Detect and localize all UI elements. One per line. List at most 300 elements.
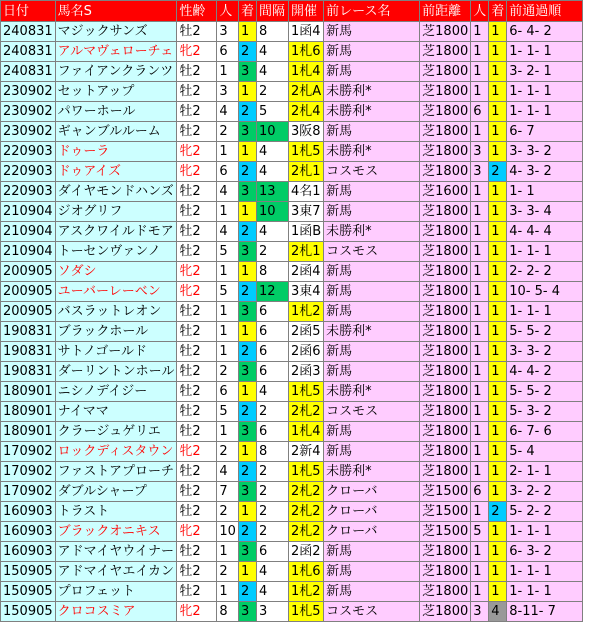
prev-passing-cell: 3- 3- 2: [507, 342, 583, 362]
prev-distance-cell: 芝1800: [420, 262, 471, 282]
date-cell: 230902: [1, 82, 56, 102]
date-cell: 220903: [1, 182, 56, 202]
finish-cell: 1: [238, 22, 256, 42]
sex-age-cell: 牡2: [177, 182, 217, 202]
meeting-cell: 3阪8: [288, 122, 323, 142]
prev-finish-cell: 1: [489, 522, 507, 542]
finish-cell: 3: [238, 182, 256, 202]
prev-race-cell: 新馬: [324, 562, 420, 582]
header-row: [1, 1, 583, 22]
meeting-cell: 2函6: [288, 342, 323, 362]
sex-age-cell: 牡2: [177, 322, 217, 342]
horse-name-cell: クラージュゲリエ: [55, 422, 177, 442]
interval-cell: 6: [256, 342, 288, 362]
date-cell: 170902: [1, 462, 56, 482]
popularity-cell: 2: [217, 502, 239, 522]
prev-popularity-cell: 1: [471, 22, 489, 42]
sex-age-cell: 牡2: [177, 202, 217, 222]
finish-cell: 1: [238, 82, 256, 102]
popularity-cell: 4: [217, 182, 239, 202]
table-row: [1, 222, 583, 242]
date-cell: 240831: [1, 62, 56, 82]
table-row: [1, 542, 583, 562]
table-row: [1, 102, 583, 122]
prev-popularity-cell: 1: [471, 122, 489, 142]
table-row: [1, 502, 583, 522]
interval-cell: 6: [256, 542, 288, 562]
prev-passing-cell: 2- 2- 2: [507, 262, 583, 282]
sex-age-cell: 牡2: [177, 582, 217, 602]
prev-distance-cell: 芝1800: [420, 362, 471, 382]
interval-cell: 2: [256, 82, 288, 102]
table-row: [1, 342, 583, 362]
meeting-cell: 2札1: [288, 242, 323, 262]
prev-popularity-cell: 1: [471, 42, 489, 62]
popularity-cell: 1: [217, 422, 239, 442]
prev-distance-cell: 芝1500: [420, 522, 471, 542]
popularity-cell: 1: [217, 142, 239, 162]
prev-distance-cell: 芝1800: [420, 42, 471, 62]
popularity-cell: 5: [217, 402, 239, 422]
finish-cell: 2: [238, 342, 256, 362]
header-horse: 馬名S: [55, 1, 177, 22]
date-cell: 220903: [1, 162, 56, 182]
date-cell: 170902: [1, 482, 56, 502]
sex-age-cell: 牡2: [177, 342, 217, 362]
meeting-cell: 1札4: [288, 422, 323, 442]
sex-age-cell: 牡2: [177, 502, 217, 522]
header-date: 日付: [1, 1, 56, 22]
sex-age-cell: 牝2: [177, 142, 217, 162]
prev-popularity-cell: 1: [471, 442, 489, 462]
prev-popularity-cell: 1: [471, 302, 489, 322]
finish-cell: 3: [238, 542, 256, 562]
horse-name-cell: ダーリントンホール: [55, 362, 177, 382]
prev-distance-cell: 芝1800: [420, 462, 471, 482]
prev-distance-cell: 芝1800: [420, 382, 471, 402]
sex-age-cell: 牡2: [177, 542, 217, 562]
sex-age-cell: 牡2: [177, 222, 217, 242]
popularity-cell: 3: [217, 82, 239, 102]
prev-finish-cell: 1: [489, 182, 507, 202]
prev-distance-cell: 芝1800: [420, 542, 471, 562]
meeting-cell: 3東7: [288, 202, 323, 222]
table-row: [1, 522, 583, 542]
header-popularity: 人: [217, 1, 239, 22]
horse-name-cell: ギャンブルルーム: [55, 122, 177, 142]
prev-passing-cell: 5- 2- 2: [507, 502, 583, 522]
popularity-cell: 6: [217, 382, 239, 402]
horse-name-cell: アルマヴェローチェ: [55, 42, 177, 62]
prev-popularity-cell: 1: [471, 202, 489, 222]
interval-cell: 4: [256, 142, 288, 162]
horse-name-cell: ブラックオニキス: [55, 522, 177, 542]
meeting-cell: 2札4: [288, 102, 323, 122]
prev-popularity-cell: 3: [471, 602, 489, 622]
header-prev-passing: 前通過順: [507, 1, 583, 22]
date-cell: 210904: [1, 222, 56, 242]
meeting-cell: 4名1: [288, 182, 323, 202]
prev-finish-cell: 1: [489, 62, 507, 82]
prev-finish-cell: 1: [489, 582, 507, 602]
prev-finish-cell: 2: [489, 502, 507, 522]
date-cell: 200905: [1, 262, 56, 282]
horse-name-cell: クロコスミア: [55, 602, 177, 622]
table-row: [1, 382, 583, 402]
popularity-cell: 1: [217, 322, 239, 342]
prev-passing-cell: 2- 1- 1: [507, 462, 583, 482]
finish-cell: 2: [238, 582, 256, 602]
date-cell: 240831: [1, 22, 56, 42]
prev-finish-cell: 1: [489, 142, 507, 162]
interval-cell: 8: [256, 442, 288, 462]
popularity-cell: 6: [217, 162, 239, 182]
interval-cell: 4: [256, 62, 288, 82]
meeting-cell: 2函3: [288, 362, 323, 382]
prev-finish-cell: 1: [489, 562, 507, 582]
popularity-cell: 4: [217, 102, 239, 122]
meeting-cell: 1札2: [288, 302, 323, 322]
sex-age-cell: 牡2: [177, 402, 217, 422]
prev-distance-cell: 芝1500: [420, 502, 471, 522]
prev-finish-cell: 1: [489, 282, 507, 302]
finish-cell: 3: [238, 422, 256, 442]
interval-cell: 4: [256, 562, 288, 582]
prev-race-cell: クローバ: [324, 482, 420, 502]
header-prev-distance: 前距離: [420, 1, 471, 22]
finish-cell: 2: [238, 282, 256, 302]
finish-cell: 3: [238, 602, 256, 622]
date-cell: 150905: [1, 562, 56, 582]
prev-finish-cell: 1: [489, 342, 507, 362]
prev-popularity-cell: 1: [471, 222, 489, 242]
prev-passing-cell: 6- 7- 6: [507, 422, 583, 442]
prev-popularity-cell: 1: [471, 382, 489, 402]
prev-race-cell: クローバ: [324, 502, 420, 522]
prev-passing-cell: 1- 1- 1: [507, 82, 583, 102]
interval-cell: 4: [256, 42, 288, 62]
meeting-cell: 1札5: [288, 382, 323, 402]
prev-popularity-cell: 1: [471, 422, 489, 442]
prev-finish-cell: 1: [489, 402, 507, 422]
horse-name-cell: トラスト: [55, 502, 177, 522]
prev-popularity-cell: 1: [471, 282, 489, 302]
date-cell: 150905: [1, 582, 56, 602]
horse-name-cell: ジオグリフ: [55, 202, 177, 222]
prev-finish-cell: 1: [489, 302, 507, 322]
finish-cell: 2: [238, 222, 256, 242]
finish-cell: 2: [238, 102, 256, 122]
popularity-cell: 7: [217, 482, 239, 502]
prev-passing-cell: 1- 1- 1: [507, 302, 583, 322]
prev-passing-cell: 5- 4: [507, 442, 583, 462]
sex-age-cell: 牡2: [177, 382, 217, 402]
prev-passing-cell: 4- 4- 4: [507, 222, 583, 242]
date-cell: 160903: [1, 522, 56, 542]
prev-popularity-cell: 1: [471, 262, 489, 282]
horse-name-cell: ロックディスタウン: [55, 442, 177, 462]
finish-cell: 1: [238, 382, 256, 402]
date-cell: 190831: [1, 362, 56, 382]
sex-age-cell: 牝2: [177, 442, 217, 462]
prev-race-cell: 新馬: [324, 262, 420, 282]
meeting-cell: 3東4: [288, 282, 323, 302]
meeting-cell: 1札6: [288, 42, 323, 62]
meeting-cell: 1札5: [288, 602, 323, 622]
popularity-cell: 10: [217, 522, 239, 542]
interval-cell: 13: [256, 182, 288, 202]
prev-passing-cell: 5- 3- 2: [507, 402, 583, 422]
interval-cell: 6: [256, 362, 288, 382]
prev-finish-cell: 1: [489, 242, 507, 262]
popularity-cell: 1: [217, 542, 239, 562]
prev-distance-cell: 芝1800: [420, 582, 471, 602]
sex-age-cell: 牡2: [177, 62, 217, 82]
prev-race-cell: 新馬: [324, 22, 420, 42]
finish-cell: 3: [238, 362, 256, 382]
meeting-cell: 1札6: [288, 562, 323, 582]
prev-passing-cell: 1- 1- 1: [507, 582, 583, 602]
table-row: [1, 182, 583, 202]
prev-race-cell: 新馬: [324, 422, 420, 442]
prev-finish-cell: 1: [489, 122, 507, 142]
table-row: [1, 602, 583, 622]
popularity-cell: 4: [217, 222, 239, 242]
interval-cell: 2: [256, 462, 288, 482]
prev-race-cell: 新馬: [324, 42, 420, 62]
sex-age-cell: 牡2: [177, 102, 217, 122]
sex-age-cell: 牡2: [177, 302, 217, 322]
interval-cell: 8: [256, 22, 288, 42]
interval-cell: 2: [256, 502, 288, 522]
date-cell: 160903: [1, 502, 56, 522]
prev-popularity-cell: 1: [471, 322, 489, 342]
finish-cell: 1: [238, 142, 256, 162]
horse-name-cell: ユーバーレーベン: [55, 282, 177, 302]
horse-name-cell: アスクワイルドモア: [55, 222, 177, 242]
date-cell: 230902: [1, 102, 56, 122]
table-row: [1, 302, 583, 322]
horse-name-cell: バスラットレオン: [55, 302, 177, 322]
finish-cell: 2: [238, 42, 256, 62]
interval-cell: 10: [256, 202, 288, 222]
meeting-cell: 1札2: [288, 582, 323, 602]
finish-cell: 3: [238, 242, 256, 262]
prev-race-cell: 新馬: [324, 282, 420, 302]
table-row: [1, 262, 583, 282]
horse-name-cell: ドゥアイズ: [55, 162, 177, 182]
prev-distance-cell: 芝1800: [420, 402, 471, 422]
prev-finish-cell: 1: [489, 422, 507, 442]
interval-cell: 3: [256, 602, 288, 622]
prev-distance-cell: 芝1800: [420, 22, 471, 42]
header-prev-popularity: 人: [471, 1, 489, 22]
meeting-cell: 2新4: [288, 442, 323, 462]
meeting-cell: 2函4: [288, 262, 323, 282]
prev-distance-cell: 芝1800: [420, 302, 471, 322]
table-row: [1, 162, 583, 182]
prev-passing-cell: 3- 3- 4: [507, 202, 583, 222]
prev-race-cell: 新馬: [324, 442, 420, 462]
date-cell: 190831: [1, 322, 56, 342]
prev-passing-cell: 5- 5- 2: [507, 382, 583, 402]
prev-race-cell: 新馬: [324, 362, 420, 382]
horse-name-cell: ダブルシャープ: [55, 482, 177, 502]
prev-race-cell: コスモス: [324, 602, 420, 622]
table-row: [1, 22, 583, 42]
interval-cell: 12: [256, 282, 288, 302]
horse-name-cell: トーセンヴァンノ: [55, 242, 177, 262]
table-row: [1, 482, 583, 502]
header-prev-finish: 着: [489, 1, 507, 22]
header-sex-age: 性齢: [177, 1, 217, 22]
prev-passing-cell: 6- 3- 2: [507, 542, 583, 562]
horse-name-cell: サトノゴールド: [55, 342, 177, 362]
finish-cell: 1: [238, 322, 256, 342]
horse-name-cell: パワーホール: [55, 102, 177, 122]
prev-passing-cell: 1- 1- 1: [507, 42, 583, 62]
date-cell: 210904: [1, 202, 56, 222]
meeting-cell: 2札2: [288, 482, 323, 502]
prev-distance-cell: 芝1800: [420, 342, 471, 362]
prev-distance-cell: 芝1800: [420, 282, 471, 302]
prev-passing-cell: 1- 1- 1: [507, 562, 583, 582]
date-cell: 210904: [1, 242, 56, 262]
sex-age-cell: 牝2: [177, 162, 217, 182]
finish-cell: 1: [238, 562, 256, 582]
interval-cell: 10: [256, 122, 288, 142]
meeting-cell: 1函4: [288, 22, 323, 42]
prev-finish-cell: 1: [489, 202, 507, 222]
meeting-cell: 2札2: [288, 522, 323, 542]
interval-cell: 4: [256, 582, 288, 602]
prev-race-cell: 未勝利*: [324, 322, 420, 342]
date-cell: 180901: [1, 422, 56, 442]
table-row: [1, 62, 583, 82]
prev-popularity-cell: 1: [471, 502, 489, 522]
horse-name-cell: アドマイヤウイナー: [55, 542, 177, 562]
table-row: [1, 362, 583, 382]
prev-race-cell: 新馬: [324, 342, 420, 362]
prev-popularity-cell: 6: [471, 102, 489, 122]
finish-cell: 3: [238, 122, 256, 142]
prev-race-cell: コスモス: [324, 242, 420, 262]
prev-popularity-cell: 3: [471, 142, 489, 162]
prev-distance-cell: 芝1800: [420, 122, 471, 142]
prev-distance-cell: 芝1800: [420, 202, 471, 222]
prev-popularity-cell: 3: [471, 162, 489, 182]
prev-passing-cell: 1- 1- 1: [507, 522, 583, 542]
meeting-cell: 1函B: [288, 222, 323, 242]
table-row: [1, 582, 583, 602]
prev-finish-cell: 1: [489, 382, 507, 402]
finish-cell: 2: [238, 462, 256, 482]
prev-popularity-cell: 1: [471, 362, 489, 382]
prev-distance-cell: 芝1800: [420, 422, 471, 442]
prev-passing-cell: 6- 4- 2: [507, 22, 583, 42]
horse-name-cell: プロフェット: [55, 582, 177, 602]
table-row: [1, 422, 583, 442]
horse-name-cell: マジックサンズ: [55, 22, 177, 42]
prev-popularity-cell: 1: [471, 242, 489, 262]
prev-race-cell: 新馬: [324, 62, 420, 82]
table-row: [1, 562, 583, 582]
popularity-cell: 3: [217, 22, 239, 42]
interval-cell: 4: [256, 382, 288, 402]
sex-age-cell: 牡2: [177, 242, 217, 262]
finish-cell: 1: [238, 442, 256, 462]
popularity-cell: 1: [217, 342, 239, 362]
horse-name-cell: ニシノデイジー: [55, 382, 177, 402]
table-row: [1, 142, 583, 162]
interval-cell: 6: [256, 422, 288, 442]
prev-race-cell: 新馬: [324, 202, 420, 222]
prev-distance-cell: 芝1800: [420, 222, 471, 242]
table-row: [1, 82, 583, 102]
meeting-cell: 2札2: [288, 502, 323, 522]
date-cell: 170902: [1, 442, 56, 462]
popularity-cell: 2: [217, 562, 239, 582]
prev-finish-cell: 1: [489, 102, 507, 122]
date-cell: 240831: [1, 42, 56, 62]
sex-age-cell: 牡2: [177, 422, 217, 442]
prev-popularity-cell: 1: [471, 462, 489, 482]
popularity-cell: 5: [217, 242, 239, 262]
prev-popularity-cell: 1: [471, 402, 489, 422]
prev-popularity-cell: 1: [471, 182, 489, 202]
prev-passing-cell: 10- 5- 4: [507, 282, 583, 302]
prev-popularity-cell: 1: [471, 82, 489, 102]
horse-name-cell: セットアップ: [55, 82, 177, 102]
meeting-cell: 2札1: [288, 162, 323, 182]
prev-distance-cell: 芝1800: [420, 602, 471, 622]
prev-passing-cell: 3- 2- 2: [507, 482, 583, 502]
date-cell: 180901: [1, 382, 56, 402]
popularity-cell: 1: [217, 62, 239, 82]
popularity-cell: 4: [217, 462, 239, 482]
finish-cell: 1: [238, 202, 256, 222]
horse-name-cell: ドゥーラ: [55, 142, 177, 162]
prev-race-cell: 未勝利*: [324, 102, 420, 122]
horse-name-cell: アドマイヤエイカン: [55, 562, 177, 582]
finish-cell: 1: [238, 502, 256, 522]
sex-age-cell: 牝2: [177, 262, 217, 282]
table-row: [1, 202, 583, 222]
meeting-cell: 2函5: [288, 322, 323, 342]
prev-popularity-cell: 1: [471, 62, 489, 82]
prev-finish-cell: 4: [489, 602, 507, 622]
sex-age-cell: 牡2: [177, 482, 217, 502]
date-cell: 200905: [1, 302, 56, 322]
sex-age-cell: 牝2: [177, 522, 217, 542]
header-finish: 着: [238, 1, 256, 22]
prev-passing-cell: 4- 4- 2: [507, 362, 583, 382]
horse-name-cell: ナイママ: [55, 402, 177, 422]
prev-distance-cell: 芝1800: [420, 322, 471, 342]
table-row: [1, 322, 583, 342]
header-prev-race: 前レース名: [324, 1, 420, 22]
sex-age-cell: 牡2: [177, 82, 217, 102]
prev-popularity-cell: 5: [471, 522, 489, 542]
finish-cell: 1: [238, 262, 256, 282]
prev-distance-cell: 芝1800: [420, 62, 471, 82]
prev-race-cell: 未勝利*: [324, 222, 420, 242]
interval-cell: 5: [256, 102, 288, 122]
table-row: [1, 462, 583, 482]
sex-age-cell: 牡2: [177, 462, 217, 482]
prev-passing-cell: 1- 1: [507, 182, 583, 202]
interval-cell: 2: [256, 242, 288, 262]
